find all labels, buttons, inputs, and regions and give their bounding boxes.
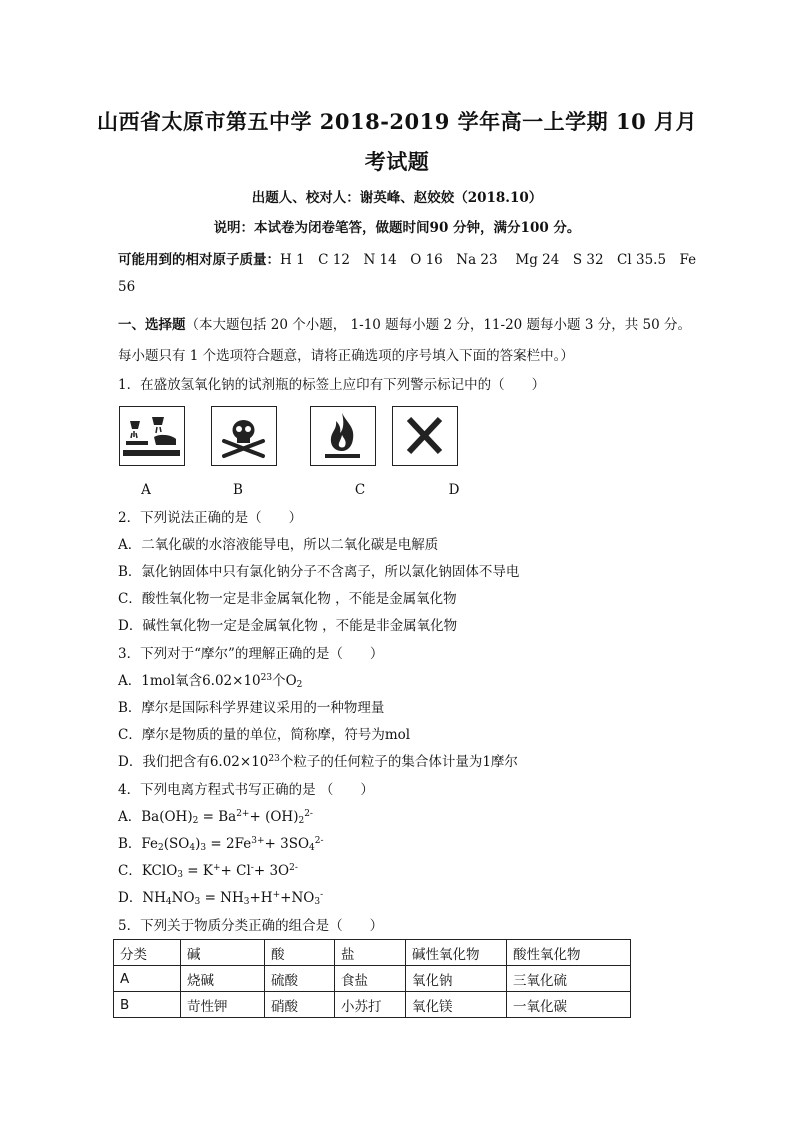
q4-c-t4: + 3O <box>253 863 290 879</box>
q5-stem: 5．下列关于物质分类正确的组合是（ ） <box>118 918 384 934</box>
q1-stem: 1．在盛放氢氧化钠的试剂瓶的标签上应印有下列警示标记中的（ ） <box>118 377 546 393</box>
table-header-cell: 碱性氧化物 <box>406 940 507 966</box>
q4-b-s4: 4 <box>309 843 315 853</box>
q2-option-b: B．氯化钠固体中只有氯化钠分子不含离子，所以氯化钠固体不导电 <box>118 564 520 580</box>
harmful-x-icon <box>392 406 458 466</box>
q4-c-t2: = K <box>183 863 213 879</box>
exam-title-line2: 考试题 <box>364 149 430 174</box>
q4-b-t5: + 3SO <box>264 836 310 852</box>
q4-d-t1: D．NH <box>118 890 166 906</box>
q4-d-t5: +NO <box>280 890 315 906</box>
table-cell: 一氧化碳 <box>507 992 631 1018</box>
q4-option-c <box>118 859 298 880</box>
q4-d-t3: = NH <box>200 890 244 906</box>
q4-b-t1: B．Fe <box>118 836 159 852</box>
table-cell: 三氧化硫 <box>507 966 631 992</box>
exam-note: 说明：本试卷为闭卷笔答，做题时间90 分钟，满分100 分。 <box>213 220 581 236</box>
q4-option-a <box>118 805 313 826</box>
exam-title-line1: 山西省太原市第五中学 2018-2019 学年高一上学期 10 月月 <box>96 109 698 134</box>
table-cell: 苛性钾 <box>181 992 265 1018</box>
q4-c-p1: + <box>213 863 221 873</box>
q4-c-s1: 3 <box>177 870 184 880</box>
atomic-mass-label: 可能用到的相对原子质量： <box>118 252 280 268</box>
table-header-cell: 盐 <box>335 940 406 966</box>
q4-b-p2: 2- <box>314 836 324 846</box>
q3-option-c: C．摩尔是物质的量的单位，简称摩，符号为mol <box>118 727 411 743</box>
q3-a-sub: 2 <box>296 680 303 690</box>
q4-b-t3: ) <box>195 836 201 852</box>
q4-a-t3: + (OH) <box>249 809 299 825</box>
q4-d-s4: 3 <box>314 897 321 907</box>
q4-d-s1: 4 <box>165 897 172 907</box>
table-cell: 烧碱 <box>181 966 265 992</box>
q4-b-t2: (SO <box>163 836 190 852</box>
q4-option-b <box>118 832 324 853</box>
atomic-mass-cont: 56 <box>118 279 136 295</box>
q4-c-t3: + Cl <box>220 863 251 879</box>
q4-d-s2: 3 <box>194 897 201 907</box>
q3-option-d <box>118 750 518 770</box>
q4-d-t4: +H <box>249 890 273 906</box>
toxic-skull-icon <box>211 406 277 466</box>
table-cell: 小苏打 <box>335 992 406 1018</box>
q4-c-p2: - <box>250 863 254 873</box>
icon-label-d: D <box>448 482 460 498</box>
authors-line: 出题人、校对人：谢英峰、赵姣姣（2018.10） <box>251 190 543 206</box>
q2-option-d: D．碱性氧化物一定是金属氧化物 ，不能是非金属氧化物 <box>118 618 458 634</box>
q2-option-c: C．酸性氧化物一定是非金属氧化物 ，不能是金属氧化物 <box>118 591 457 607</box>
section1-heading: 一、选择题 <box>118 317 186 333</box>
q4-a-t2: = Ba <box>198 809 237 825</box>
q4-a-p2: 2- <box>304 809 313 819</box>
q3-d-post: 个粒子的任何粒子的集合体计量为1摩尔 <box>279 754 518 770</box>
q3-d-sup: 23 <box>268 754 280 764</box>
q4-b-s2: 4 <box>189 843 196 853</box>
flammable-icon <box>310 406 376 466</box>
table-header-cell: 酸 <box>265 940 335 966</box>
table-cell: 氧化镁 <box>406 992 507 1018</box>
q3-option-a <box>118 669 302 690</box>
q3-a-text: A．1mol氧含6.02×10 <box>118 673 261 689</box>
q4-d-p1: + <box>272 890 281 900</box>
table-cell: 食盐 <box>335 966 406 992</box>
q2-option-a: A．二氧化碳的水溶液能导电，所以二氧化碳是电解质 <box>118 537 439 553</box>
q4-option-d <box>118 886 323 907</box>
icon-label-a: A <box>141 482 151 498</box>
q4-d-p2: - <box>320 890 324 900</box>
q3-a-mid: 个O <box>272 673 297 689</box>
q4-c-p3: 2- <box>289 863 298 873</box>
atomic-mass-line <box>118 248 696 268</box>
atomic-mass-values: H 1 C 12 N 14 O 16 Na 23 Mg 24 S 32 Cl 35.5 Fe <box>280 252 697 268</box>
table-header-cell: 酸性氧化物 <box>507 940 631 966</box>
section1-desc2: 每小题只有 1 个选项符合题意，请将正确选项的序号填入下面的答案栏中。） <box>118 348 574 364</box>
q3-option-b: B．摩尔是国际科学界建议采用的一种物理量 <box>118 700 385 716</box>
table-cell: 硝酸 <box>265 992 335 1018</box>
q4-a-s2: 2 <box>298 816 305 826</box>
table-header-cell: 碱 <box>181 940 265 966</box>
q4-d-t2: NO <box>171 890 195 906</box>
table-header-row <box>114 940 631 966</box>
q3-stem: 3．下列对于“摩尔”的理解正确的是（ ） <box>118 646 384 662</box>
q4-b-p1: 3+ <box>251 836 265 846</box>
q4-a-s1: 2 <box>192 816 199 826</box>
classification-table <box>113 939 631 1018</box>
icon-label-c: C <box>354 482 366 498</box>
q3-a-sup: 23 <box>260 673 273 683</box>
corrosive-icon <box>119 406 185 466</box>
q4-b-s3: 3 <box>200 843 207 853</box>
section1-desc: （本大题包括 20 个小题， 1-10 题每小题 2 分，11-20 题每小题 3 分，共 50 分。 <box>185 317 691 333</box>
section1-line <box>118 313 691 333</box>
table-cell: 硫酸 <box>265 966 335 992</box>
q4-b-t4: = 2Fe <box>206 836 252 852</box>
q3-d-text: D．我们把含有6.02×10 <box>118 754 269 770</box>
q4-c-t1: C．KClO <box>118 863 178 879</box>
table-header-cell: 分类 <box>114 940 181 966</box>
q2-stem: 2．下列说法正确的是（ ） <box>118 510 303 526</box>
table-cell: A <box>114 966 181 992</box>
q4-a-p1: 2+ <box>236 809 250 819</box>
table-cell: 氧化钠 <box>406 966 507 992</box>
q4-d-s3: 3 <box>243 897 250 907</box>
table-cell: B <box>114 992 181 1018</box>
icon-label-b: B <box>233 482 243 498</box>
table-row <box>114 966 631 992</box>
q4-b-s1: 2 <box>158 843 164 853</box>
q4-stem: 4．下列电离方程式书写正确的是 （ ） <box>118 782 374 798</box>
table-row <box>114 992 631 1018</box>
q4-a-t1: A．Ba(OH) <box>118 809 193 825</box>
